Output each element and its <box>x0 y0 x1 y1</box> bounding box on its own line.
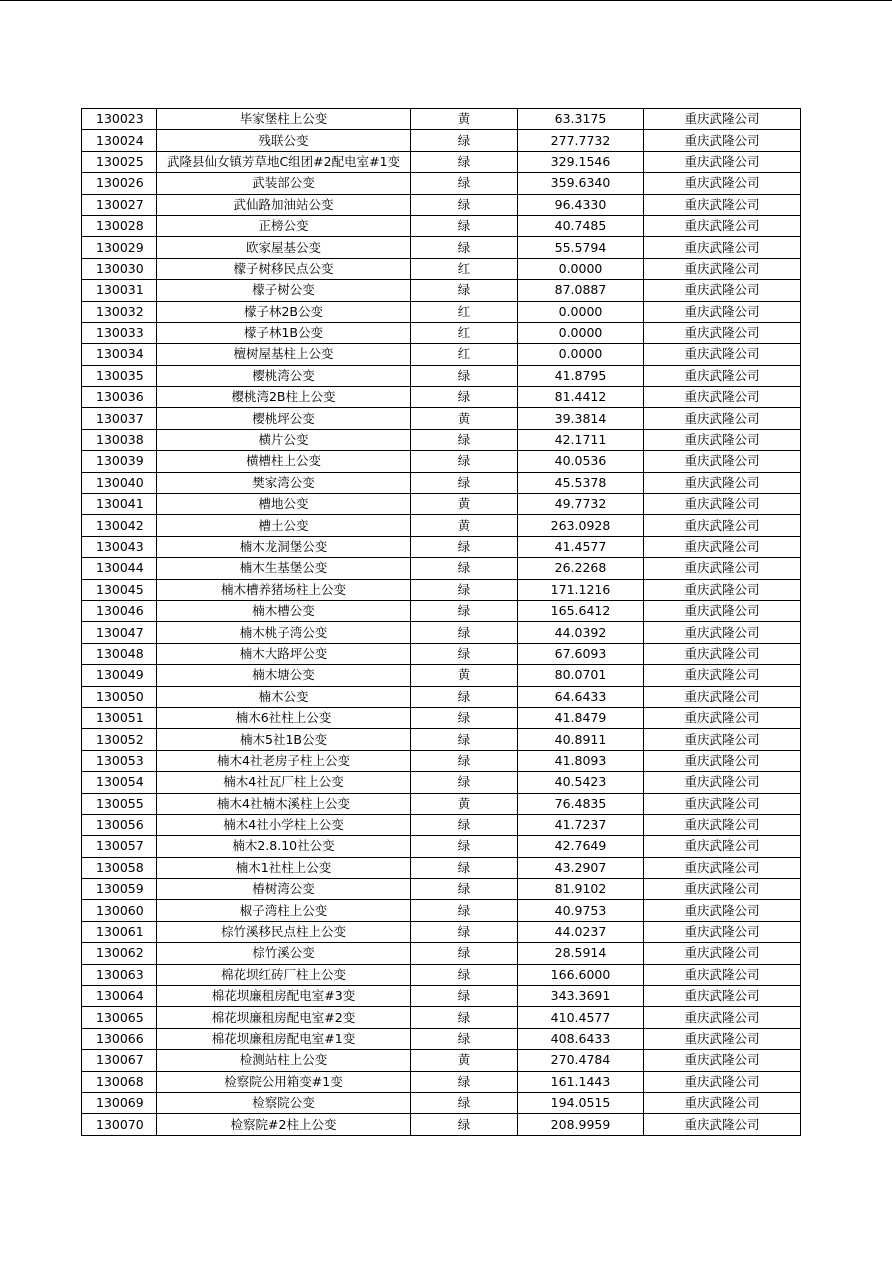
cell-status: 绿 <box>411 921 518 942</box>
cell-id: 130061 <box>82 921 157 942</box>
cell-status: 黄 <box>411 408 518 429</box>
cell-value: 67.6093 <box>518 643 644 664</box>
table-body <box>82 109 801 1136</box>
cell-status: 绿 <box>411 600 518 621</box>
cell-company: 重庆武隆公司 <box>644 1050 801 1071</box>
cell-status: 绿 <box>411 387 518 408</box>
cell-value: 41.4577 <box>518 536 644 557</box>
cell-name: 棉花坝廉租房配电室#2变 <box>157 1007 411 1028</box>
cell-id: 130048 <box>82 643 157 664</box>
cell-id: 130030 <box>82 258 157 279</box>
cell-status: 红 <box>411 258 518 279</box>
cell-id: 130047 <box>82 622 157 643</box>
cell-id: 130035 <box>82 365 157 386</box>
cell-name: 横片公变 <box>157 429 411 450</box>
cell-value: 64.6433 <box>518 686 644 707</box>
cell-name: 楠木生基堡公变 <box>157 558 411 579</box>
cell-company: 重庆武隆公司 <box>644 793 801 814</box>
cell-id: 130026 <box>82 173 157 194</box>
cell-value: 0.0000 <box>518 258 644 279</box>
cell-value: 41.8479 <box>518 707 644 728</box>
cell-status: 绿 <box>411 1092 518 1113</box>
cell-id: 130069 <box>82 1092 157 1113</box>
cell-company: 重庆武隆公司 <box>644 429 801 450</box>
cell-status: 绿 <box>411 986 518 1007</box>
cell-status: 绿 <box>411 643 518 664</box>
cell-name: 楠木5社1B公变 <box>157 729 411 750</box>
cell-name: 武隆县仙女镇芳草地C组团#2配电室#1变 <box>157 151 411 172</box>
cell-id: 130060 <box>82 900 157 921</box>
cell-company: 重庆武隆公司 <box>644 879 801 900</box>
cell-value: 40.7485 <box>518 215 644 236</box>
table-row <box>82 280 801 301</box>
cell-company: 重庆武隆公司 <box>644 665 801 686</box>
table-row <box>82 729 801 750</box>
cell-company: 重庆武隆公司 <box>644 750 801 771</box>
cell-company: 重庆武隆公司 <box>644 964 801 985</box>
cell-value: 194.0515 <box>518 1092 644 1113</box>
table-row <box>82 943 801 964</box>
cell-company: 重庆武隆公司 <box>644 387 801 408</box>
cell-status: 绿 <box>411 814 518 835</box>
cell-name: 樊家湾公变 <box>157 472 411 493</box>
cell-value: 0.0000 <box>518 301 644 322</box>
cell-name: 检测站柱上公变 <box>157 1050 411 1071</box>
cell-status: 绿 <box>411 707 518 728</box>
cell-id: 130043 <box>82 536 157 557</box>
cell-status: 绿 <box>411 857 518 878</box>
cell-id: 130066 <box>82 1028 157 1049</box>
cell-id: 130029 <box>82 237 157 258</box>
cell-name: 棉花坝廉租房配电室#1变 <box>157 1028 411 1049</box>
cell-id: 130051 <box>82 707 157 728</box>
cell-value: 44.0392 <box>518 622 644 643</box>
cell-status: 绿 <box>411 579 518 600</box>
cell-value: 0.0000 <box>518 344 644 365</box>
cell-value: 270.4784 <box>518 1050 644 1071</box>
cell-id: 130032 <box>82 301 157 322</box>
table-row <box>82 1050 801 1071</box>
cell-value: 359.6340 <box>518 173 644 194</box>
cell-value: 39.3814 <box>518 408 644 429</box>
cell-id: 130038 <box>82 429 157 450</box>
cell-name: 楠木4社老房子柱上公变 <box>157 750 411 771</box>
cell-status: 红 <box>411 344 518 365</box>
cell-status: 绿 <box>411 280 518 301</box>
cell-name: 楠木4社楠木溪柱上公变 <box>157 793 411 814</box>
table-row <box>82 1007 801 1028</box>
table-row <box>82 900 801 921</box>
cell-id: 130044 <box>82 558 157 579</box>
cell-name: 欧家屋基公变 <box>157 237 411 258</box>
cell-value: 63.3175 <box>518 109 644 130</box>
cell-id: 130059 <box>82 879 157 900</box>
table-row <box>82 301 801 322</box>
cell-company: 重庆武隆公司 <box>644 836 801 857</box>
cell-value: 171.1216 <box>518 579 644 600</box>
cell-company: 重庆武隆公司 <box>644 301 801 322</box>
cell-id: 130054 <box>82 772 157 793</box>
cell-id: 130042 <box>82 515 157 536</box>
cell-company: 重庆武隆公司 <box>644 365 801 386</box>
cell-value: 208.9959 <box>518 1114 644 1135</box>
cell-company: 重庆武隆公司 <box>644 857 801 878</box>
cell-id: 130067 <box>82 1050 157 1071</box>
cell-status: 绿 <box>411 1028 518 1049</box>
table-row <box>82 836 801 857</box>
table-row <box>82 879 801 900</box>
cell-id: 130045 <box>82 579 157 600</box>
table-row <box>82 793 801 814</box>
cell-name: 棕竹溪移民点柱上公变 <box>157 921 411 942</box>
cell-value: 410.4577 <box>518 1007 644 1028</box>
table-row <box>82 536 801 557</box>
cell-status: 黄 <box>411 109 518 130</box>
cell-company: 重庆武隆公司 <box>644 686 801 707</box>
cell-id: 130053 <box>82 750 157 771</box>
page-top-rule <box>0 0 892 1</box>
cell-status: 绿 <box>411 943 518 964</box>
cell-id: 130024 <box>82 130 157 151</box>
cell-name: 检察院公变 <box>157 1092 411 1113</box>
cell-id: 130049 <box>82 665 157 686</box>
cell-company: 重庆武隆公司 <box>644 237 801 258</box>
cell-company: 重庆武隆公司 <box>644 921 801 942</box>
cell-company: 重庆武隆公司 <box>644 1071 801 1092</box>
cell-id: 130062 <box>82 943 157 964</box>
table-row <box>82 472 801 493</box>
cell-name: 检察院#2柱上公变 <box>157 1114 411 1135</box>
cell-status: 绿 <box>411 173 518 194</box>
cell-value: 80.0701 <box>518 665 644 686</box>
table-row <box>82 579 801 600</box>
cell-value: 40.0536 <box>518 451 644 472</box>
cell-status: 绿 <box>411 237 518 258</box>
table-row <box>82 408 801 429</box>
cell-name: 楠木公变 <box>157 686 411 707</box>
cell-name: 檬子林2B公变 <box>157 301 411 322</box>
cell-status: 黄 <box>411 665 518 686</box>
cell-status: 绿 <box>411 472 518 493</box>
cell-company: 重庆武隆公司 <box>644 536 801 557</box>
cell-id: 130023 <box>82 109 157 130</box>
cell-value: 28.5914 <box>518 943 644 964</box>
table-row <box>82 130 801 151</box>
cell-company: 重庆武隆公司 <box>644 943 801 964</box>
cell-company: 重庆武隆公司 <box>644 772 801 793</box>
cell-status: 绿 <box>411 194 518 215</box>
cell-status: 黄 <box>411 1050 518 1071</box>
table-row <box>82 387 801 408</box>
cell-value: 40.9753 <box>518 900 644 921</box>
cell-status: 绿 <box>411 215 518 236</box>
cell-name: 槽地公变 <box>157 494 411 515</box>
cell-id: 130063 <box>82 964 157 985</box>
cell-company: 重庆武隆公司 <box>644 109 801 130</box>
cell-status: 绿 <box>411 365 518 386</box>
cell-name: 棉花坝红砖厂柱上公变 <box>157 964 411 985</box>
table-row <box>82 707 801 728</box>
cell-value: 96.4330 <box>518 194 644 215</box>
cell-company: 重庆武隆公司 <box>644 707 801 728</box>
table-row <box>82 151 801 172</box>
cell-value: 45.5378 <box>518 472 644 493</box>
table-row <box>82 1028 801 1049</box>
cell-value: 40.5423 <box>518 772 644 793</box>
cell-id: 130041 <box>82 494 157 515</box>
cell-company: 重庆武隆公司 <box>644 280 801 301</box>
cell-name: 檬子林1B公变 <box>157 322 411 343</box>
cell-value: 277.7732 <box>518 130 644 151</box>
transformer-table <box>81 108 801 1136</box>
cell-company: 重庆武隆公司 <box>644 173 801 194</box>
cell-name: 棉花坝廉租房配电室#3变 <box>157 986 411 1007</box>
table-row <box>82 365 801 386</box>
table-row <box>82 964 801 985</box>
table-row <box>82 194 801 215</box>
table-row <box>82 344 801 365</box>
cell-status: 绿 <box>411 451 518 472</box>
cell-company: 重庆武隆公司 <box>644 494 801 515</box>
cell-status: 绿 <box>411 536 518 557</box>
cell-status: 绿 <box>411 130 518 151</box>
cell-name: 檀树屋基柱上公变 <box>157 344 411 365</box>
cell-name: 横槽柱上公变 <box>157 451 411 472</box>
cell-name: 楠木6社柱上公变 <box>157 707 411 728</box>
cell-id: 130052 <box>82 729 157 750</box>
table-row <box>82 1092 801 1113</box>
cell-value: 41.8795 <box>518 365 644 386</box>
cell-company: 重庆武隆公司 <box>644 643 801 664</box>
cell-name: 毕家堡柱上公变 <box>157 109 411 130</box>
cell-value: 408.6433 <box>518 1028 644 1049</box>
table-row <box>82 857 801 878</box>
cell-name: 椒子湾柱上公变 <box>157 900 411 921</box>
cell-name: 檬子树移民点公变 <box>157 258 411 279</box>
cell-id: 130025 <box>82 151 157 172</box>
cell-value: 165.6412 <box>518 600 644 621</box>
cell-value: 81.9102 <box>518 879 644 900</box>
cell-company: 重庆武隆公司 <box>644 515 801 536</box>
cell-company: 重庆武隆公司 <box>644 1092 801 1113</box>
cell-status: 绿 <box>411 151 518 172</box>
cell-status: 绿 <box>411 750 518 771</box>
cell-id: 130036 <box>82 387 157 408</box>
cell-value: 42.1711 <box>518 429 644 450</box>
cell-status: 红 <box>411 301 518 322</box>
cell-id: 130040 <box>82 472 157 493</box>
cell-status: 绿 <box>411 729 518 750</box>
cell-name: 楠木龙洞堡公变 <box>157 536 411 557</box>
table-row <box>82 109 801 130</box>
cell-company: 重庆武隆公司 <box>644 622 801 643</box>
cell-company: 重庆武隆公司 <box>644 344 801 365</box>
cell-id: 130050 <box>82 686 157 707</box>
cell-status: 绿 <box>411 964 518 985</box>
table-row <box>82 622 801 643</box>
cell-value: 42.7649 <box>518 836 644 857</box>
cell-name: 武装部公变 <box>157 173 411 194</box>
cell-status: 绿 <box>411 1007 518 1028</box>
table-row <box>82 258 801 279</box>
cell-value: 0.0000 <box>518 322 644 343</box>
cell-value: 41.8093 <box>518 750 644 771</box>
table-row <box>82 814 801 835</box>
cell-status: 绿 <box>411 429 518 450</box>
table-row <box>82 986 801 1007</box>
cell-name: 楠木槽公变 <box>157 600 411 621</box>
cell-status: 绿 <box>411 1071 518 1092</box>
cell-company: 重庆武隆公司 <box>644 1028 801 1049</box>
cell-company: 重庆武隆公司 <box>644 194 801 215</box>
cell-value: 43.2907 <box>518 857 644 878</box>
cell-status: 绿 <box>411 686 518 707</box>
cell-id: 130055 <box>82 793 157 814</box>
cell-company: 重庆武隆公司 <box>644 130 801 151</box>
cell-company: 重庆武隆公司 <box>644 1114 801 1135</box>
cell-status: 绿 <box>411 772 518 793</box>
cell-company: 重庆武隆公司 <box>644 579 801 600</box>
cell-status: 黄 <box>411 494 518 515</box>
cell-company: 重庆武隆公司 <box>644 451 801 472</box>
table-row <box>82 515 801 536</box>
cell-name: 樱桃湾公变 <box>157 365 411 386</box>
table-row <box>82 322 801 343</box>
cell-value: 41.7237 <box>518 814 644 835</box>
cell-value: 76.4835 <box>518 793 644 814</box>
table-row <box>82 686 801 707</box>
cell-name: 武仙路加油站公变 <box>157 194 411 215</box>
table-row <box>82 1071 801 1092</box>
table-row <box>82 173 801 194</box>
cell-company: 重庆武隆公司 <box>644 729 801 750</box>
table-row <box>82 921 801 942</box>
cell-value: 343.3691 <box>518 986 644 1007</box>
cell-company: 重庆武隆公司 <box>644 258 801 279</box>
cell-value: 26.2268 <box>518 558 644 579</box>
cell-id: 130033 <box>82 322 157 343</box>
cell-id: 130031 <box>82 280 157 301</box>
cell-value: 329.1546 <box>518 151 644 172</box>
cell-name: 检察院公用箱变#1变 <box>157 1071 411 1092</box>
cell-id: 130027 <box>82 194 157 215</box>
table-row <box>82 600 801 621</box>
table-row <box>82 237 801 258</box>
cell-value: 40.8911 <box>518 729 644 750</box>
cell-value: 166.6000 <box>518 964 644 985</box>
cell-name: 楠木4社小学柱上公变 <box>157 814 411 835</box>
table-row <box>82 429 801 450</box>
cell-id: 130037 <box>82 408 157 429</box>
table-row <box>82 772 801 793</box>
cell-value: 44.0237 <box>518 921 644 942</box>
cell-value: 81.4412 <box>518 387 644 408</box>
cell-company: 重庆武隆公司 <box>644 986 801 1007</box>
cell-id: 130056 <box>82 814 157 835</box>
cell-value: 263.0928 <box>518 515 644 536</box>
cell-id: 130034 <box>82 344 157 365</box>
cell-id: 130065 <box>82 1007 157 1028</box>
cell-status: 绿 <box>411 1114 518 1135</box>
cell-value: 49.7732 <box>518 494 644 515</box>
cell-company: 重庆武隆公司 <box>644 408 801 429</box>
cell-company: 重庆武隆公司 <box>644 558 801 579</box>
cell-name: 楠木槽养猪场柱上公变 <box>157 579 411 600</box>
cell-name: 樱桃坪公变 <box>157 408 411 429</box>
cell-company: 重庆武隆公司 <box>644 215 801 236</box>
cell-status: 黄 <box>411 793 518 814</box>
cell-name: 正榜公变 <box>157 215 411 236</box>
table-row <box>82 558 801 579</box>
table-row <box>82 494 801 515</box>
cell-name: 残联公变 <box>157 130 411 151</box>
cell-status: 绿 <box>411 836 518 857</box>
cell-id: 130046 <box>82 600 157 621</box>
cell-company: 重庆武隆公司 <box>644 151 801 172</box>
cell-name: 槽土公变 <box>157 515 411 536</box>
cell-name: 楠木2.8.10社公变 <box>157 836 411 857</box>
cell-company: 重庆武隆公司 <box>644 600 801 621</box>
table-row <box>82 1114 801 1135</box>
table-row <box>82 665 801 686</box>
cell-status: 绿 <box>411 879 518 900</box>
cell-status: 红 <box>411 322 518 343</box>
cell-name: 楠木1社柱上公变 <box>157 857 411 878</box>
cell-id: 130028 <box>82 215 157 236</box>
cell-company: 重庆武隆公司 <box>644 1007 801 1028</box>
cell-value: 87.0887 <box>518 280 644 301</box>
table-row <box>82 451 801 472</box>
table-row <box>82 643 801 664</box>
cell-company: 重庆武隆公司 <box>644 814 801 835</box>
cell-id: 130039 <box>82 451 157 472</box>
cell-name: 棕竹溪公变 <box>157 943 411 964</box>
cell-id: 130057 <box>82 836 157 857</box>
cell-value: 161.1443 <box>518 1071 644 1092</box>
table-row <box>82 750 801 771</box>
cell-id: 130064 <box>82 986 157 1007</box>
cell-name: 楠木塘公变 <box>157 665 411 686</box>
cell-id: 130070 <box>82 1114 157 1135</box>
cell-id: 130068 <box>82 1071 157 1092</box>
cell-status: 绿 <box>411 558 518 579</box>
cell-name: 樱桃湾2B柱上公变 <box>157 387 411 408</box>
cell-value: 55.5794 <box>518 237 644 258</box>
cell-company: 重庆武隆公司 <box>644 472 801 493</box>
cell-company: 重庆武隆公司 <box>644 900 801 921</box>
table-row <box>82 215 801 236</box>
cell-name: 楠木大路坪公变 <box>157 643 411 664</box>
cell-id: 130058 <box>82 857 157 878</box>
cell-name: 楠木4社瓦厂柱上公变 <box>157 772 411 793</box>
cell-company: 重庆武隆公司 <box>644 322 801 343</box>
cell-name: 椿树湾公变 <box>157 879 411 900</box>
cell-name: 楠木桃子湾公变 <box>157 622 411 643</box>
cell-status: 绿 <box>411 900 518 921</box>
cell-name: 檬子树公变 <box>157 280 411 301</box>
cell-status: 黄 <box>411 515 518 536</box>
cell-status: 绿 <box>411 622 518 643</box>
